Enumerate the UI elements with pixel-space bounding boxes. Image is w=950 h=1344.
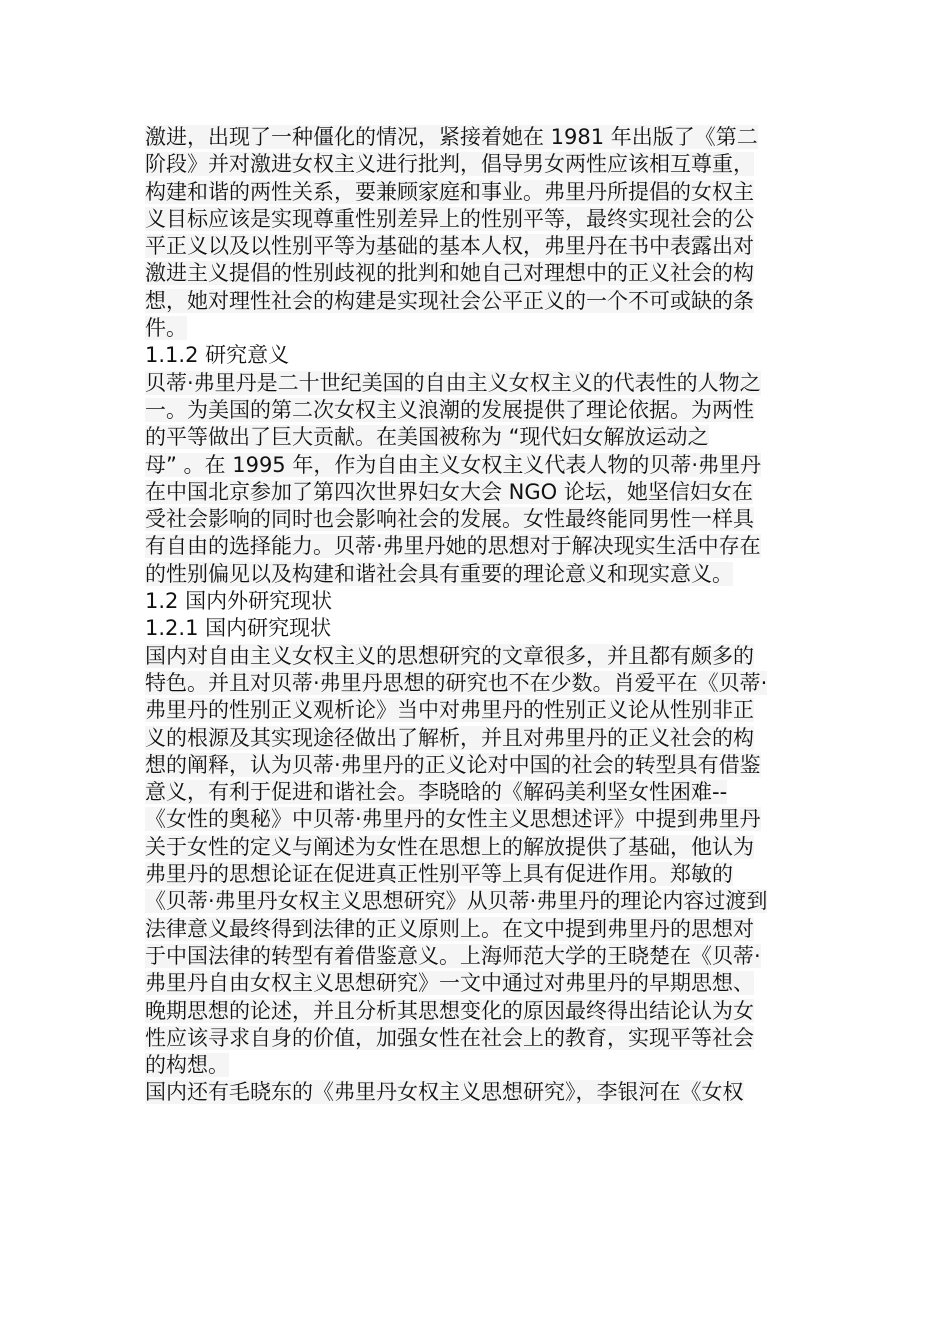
text-line: 的平等做出了巨大贡献。在美国被称为 “现代妇女解放运动之: [145, 425, 709, 450]
text-line: 贝蒂·弗里丹是二十世纪美国的自由主义女权主义的代表性的人物之: [145, 370, 761, 395]
text-line: 义的根源及其实现途径做出了解析，并且对弗里丹的正义社会的构: [145, 725, 754, 750]
text-line: 意义，有利于促进和谐社会。李晓晗的《解码美利坚女性困难--: [145, 780, 728, 805]
text-line: 特色。并且对贝蒂·弗里丹思想的研究也不在少数。肖爱平在《贝蒂·: [145, 670, 768, 695]
text-line: 在中国北京参加了第四次世界妇女大会 NGO 论坛，她坚信妇女在: [145, 479, 753, 504]
text-line: 想，她对理性社会的构建是实现社会公平正义的一个不可或缺的条: [145, 288, 754, 313]
text-line: 弗里丹自由女权主义思想研究》一文中通过对弗里丹的早期思想、: [145, 971, 754, 996]
text-line: 构建和谐的两性关系，要兼顾家庭和事业。弗里丹所提倡的女权主: [145, 179, 754, 204]
text-line: 想的阐释，认为贝蒂·弗里丹的正义论对中国的社会的转型具有借鉴: [145, 752, 761, 777]
text-line: 母” 。在 1995 年，作为自由主义女权主义代表人物的贝蒂·弗里丹: [145, 452, 762, 477]
text-line: 弗里丹的性别正义观析论》当中对弗里丹的性别正义论从性别非正: [145, 698, 754, 723]
text-line: 弗里丹的思想论证在促进真正性别平等上具有促进作用。郑敏的: [145, 862, 733, 887]
text-line: 法律意义最终得到法律的正义原则上。在文中提到弗里丹的思想对: [145, 916, 754, 941]
text-line: 国内还有毛晓东的《弗里丹女权主义思想研究》，李银河在《女权: [145, 1080, 744, 1105]
section-heading-1-2: 1.2 国内外研究现状: [145, 589, 333, 614]
text-line: 国内对自由主义女权主义的思想研究的文章很多，并且都有颇多的: [145, 643, 754, 668]
text-line: 激进主义提倡的性别歧视的批判和她自己对理想中的正义社会的构: [145, 261, 754, 286]
text-line: 关于女性的定义与阐述为女性在思想上的解放提供了基础，他认为: [145, 834, 754, 859]
section-heading-1-2-1: 1.2.1 国内研究现状: [145, 616, 332, 641]
text-line: 的构想。: [145, 1053, 229, 1078]
text-line: 一。为美国的第二次女权主义浪潮的发展提供了理论依据。为两性: [145, 397, 754, 422]
section-heading-1-1-2: 1.1.2 研究意义: [145, 343, 290, 368]
text-line: 阶段》并对激进女权主义进行批判，倡导男女两性应该相互尊重，: [145, 152, 754, 177]
text-line: 《女性的奥秘》中贝蒂·弗里丹的女性主义思想述评》中提到弗里丹: [145, 807, 761, 832]
text-line: 平正义以及以性别平等为基础的基本人权，弗里丹在书中表露出对: [145, 234, 754, 259]
text-line: 件。: [145, 316, 187, 341]
text-line: 受社会影响的同时也会影响社会的发展。女性最终能同男性一样具: [145, 507, 754, 532]
text-line: 义目标应该是实现尊重性别差异上的性别平等，最终实现社会的公: [145, 206, 754, 231]
text-line: 激进，出现了一种僵化的情况，紧接着她在 1981 年出版了《第二: [145, 125, 758, 149]
text-line: 性应该寻求自身的价值，加强女性在社会上的教育，实现平等社会: [145, 1025, 754, 1050]
text-line: 晚期思想的论述，并且分析其思想变化的原因最终得出结论认为女: [145, 998, 754, 1023]
text-line: 于中国法律的转型有着借鉴意义。上海师范大学的王晓楚在《贝蒂·: [145, 943, 761, 968]
text-line: 《贝蒂·弗里丹女权主义思想研究》从贝蒂·弗里丹的理论内容过渡到: [145, 889, 768, 914]
text-line: 有自由的选择能力。贝蒂·弗里丹她的思想对于解决现实生活中存在: [145, 534, 761, 559]
text-line: 的性别偏见以及构建和谐社会具有重要的理论意义和现实意义。: [145, 561, 733, 586]
document-body: [145, 124, 811, 1107]
